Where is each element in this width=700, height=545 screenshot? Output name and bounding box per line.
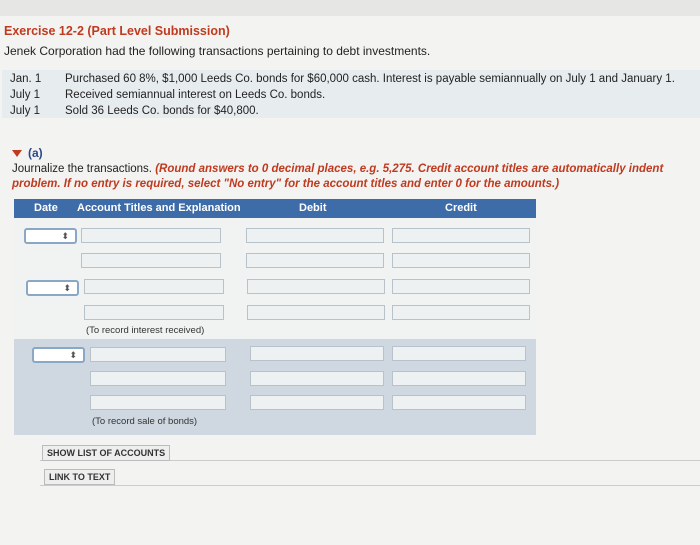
transaction-date: July 1 <box>10 89 41 101</box>
account-title-input[interactable] <box>90 395 226 410</box>
transaction-text: Received semiannual interest on Leeds Co. bonds. <box>65 89 326 101</box>
header-date: Date <box>34 202 58 214</box>
account-title-input[interactable] <box>84 279 224 294</box>
credit-input[interactable] <box>392 253 530 268</box>
credit-input[interactable] <box>392 228 530 243</box>
show-list-of-accounts-button[interactable]: SHOW LIST OF ACCOUNTS <box>42 445 170 461</box>
updown-arrow-icon: ⬍ <box>69 350 77 360</box>
entry-note: (To record sale of bonds) <box>92 416 198 427</box>
date-select[interactable] <box>24 228 77 244</box>
updown-arrow-icon: ⬍ <box>63 283 71 293</box>
journal-entry-3 <box>14 339 536 435</box>
credit-input[interactable] <box>392 395 526 410</box>
credit-input[interactable] <box>392 279 530 294</box>
top-bar <box>0 0 700 16</box>
transaction-date: Jan. 1 <box>10 73 42 85</box>
updown-arrow-icon: ⬍ <box>61 231 69 241</box>
header-credit: Credit <box>445 202 477 214</box>
divider <box>40 485 700 486</box>
date-select[interactable] <box>32 347 85 363</box>
transaction-text: Sold 36 Leeds Co. bonds for $40,800. <box>65 105 259 117</box>
credit-input[interactable] <box>392 346 526 361</box>
exercise-title: Exercise 12-2 (Part Level Submission) <box>4 24 230 38</box>
debit-input[interactable] <box>247 305 385 320</box>
header-account: Account Titles and Explanation <box>77 202 241 214</box>
journal-entry-2 <box>14 275 536 339</box>
debit-input[interactable] <box>250 371 384 386</box>
transaction-text: Purchased 60 8%, $1,000 Leeds Co. bonds for $60,000 cash. Interest is payable semiannually on July 1 and January 1. <box>65 73 675 85</box>
header-debit: Debit <box>299 202 327 214</box>
debit-input[interactable] <box>250 346 384 361</box>
account-title-input[interactable] <box>90 371 226 386</box>
link-to-text-button[interactable]: LINK TO TEXT <box>44 469 115 485</box>
transaction-date: July 1 <box>10 105 41 117</box>
journal-table-header <box>14 199 536 218</box>
instructions-note-1: (Round answers to 0 decimal places, e.g. 5,275. Credit account titles are automatically indent <box>155 163 664 175</box>
journal-entry-1 <box>14 219 536 275</box>
intro-text: Jenek Corporation had the following transactions pertaining to debt investments. <box>4 44 431 58</box>
entry-note: (To record interest received) <box>86 325 205 336</box>
collapse-triangle-icon <box>12 150 22 157</box>
instructions-plain: Journalize the transactions. <box>12 163 156 175</box>
instructions-note-2: problem. If no entry is required, select "No entry" for the account titles and enter 0 for the amounts.) <box>12 178 560 190</box>
credit-input[interactable] <box>392 371 526 386</box>
section-a-toggle[interactable] <box>12 146 43 160</box>
date-select[interactable] <box>26 280 79 296</box>
transactions-box <box>2 70 700 118</box>
debit-input[interactable] <box>246 253 384 268</box>
account-title-input[interactable] <box>81 253 221 268</box>
debit-input[interactable] <box>250 395 384 410</box>
account-title-input[interactable] <box>90 347 226 362</box>
account-title-input[interactable] <box>81 228 221 243</box>
section-label: (a) <box>28 146 43 160</box>
debit-input[interactable] <box>246 228 384 243</box>
instructions <box>12 162 663 192</box>
transaction-row <box>2 89 700 103</box>
account-title-input[interactable] <box>84 305 224 320</box>
debit-input[interactable] <box>247 279 385 294</box>
transaction-row <box>2 73 700 87</box>
credit-input[interactable] <box>392 305 530 320</box>
transaction-row <box>2 105 700 119</box>
